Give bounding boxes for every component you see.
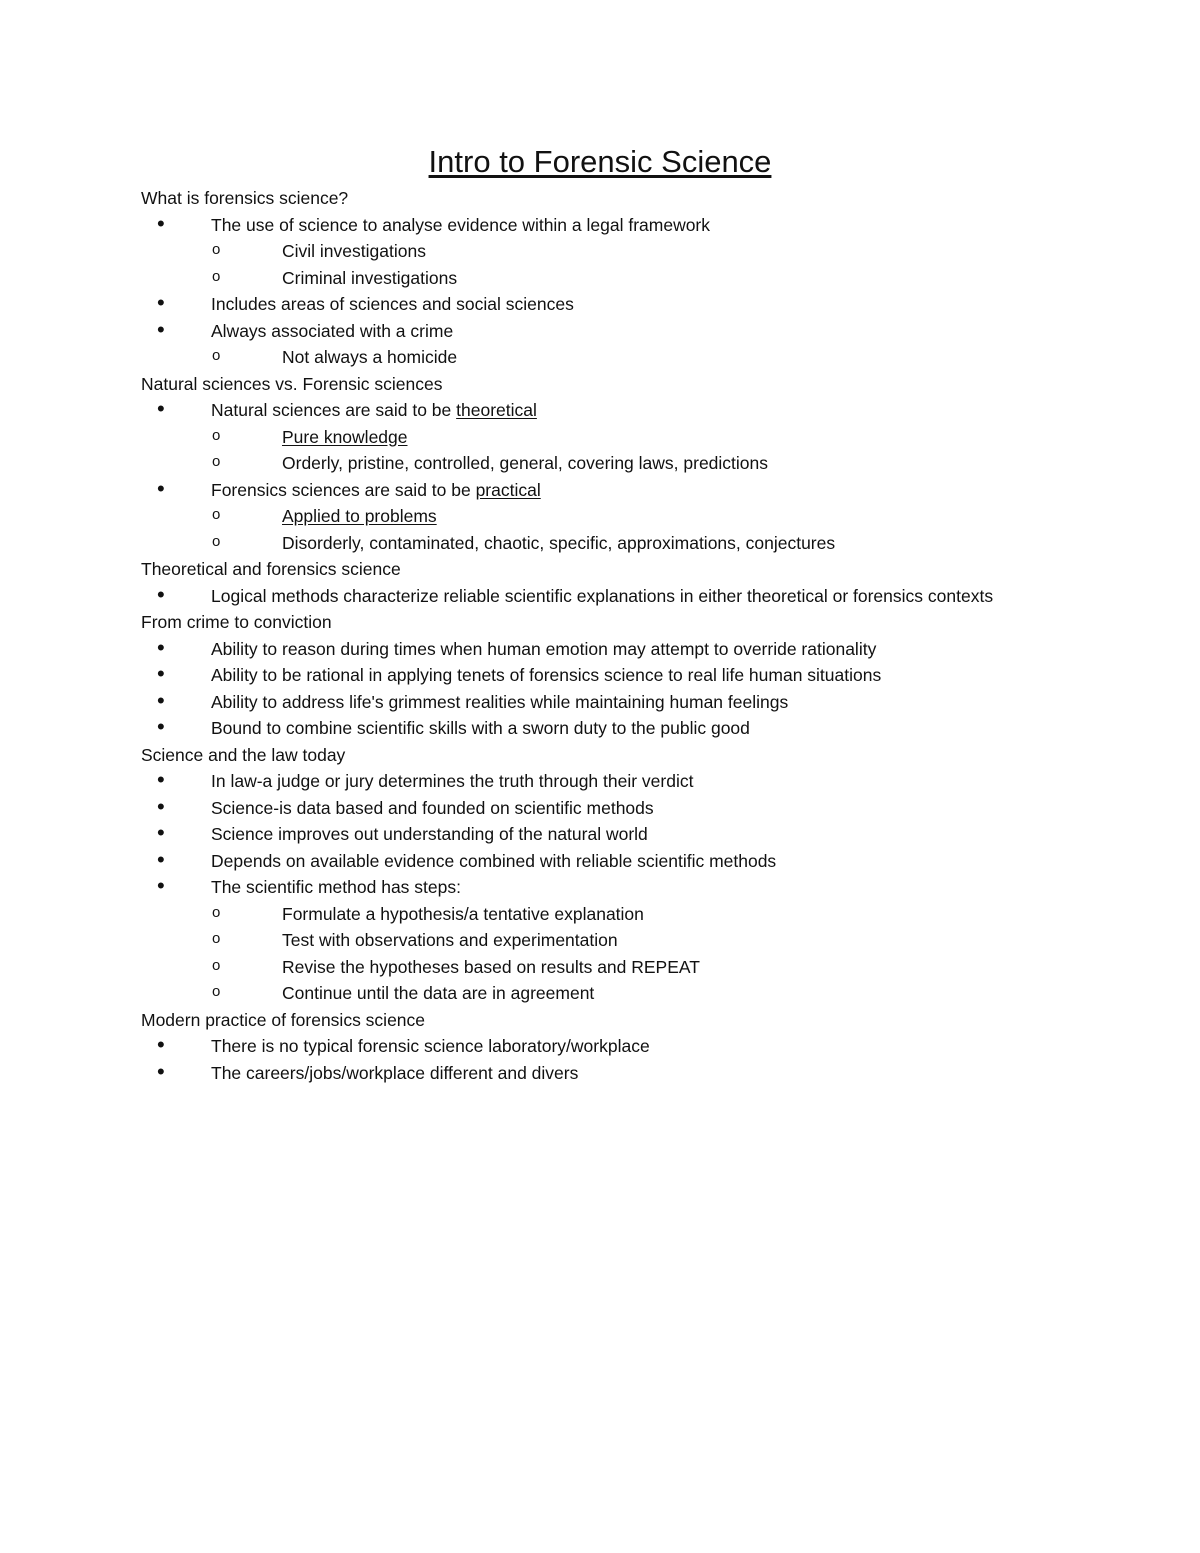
sub-bullet-item	[141, 450, 1041, 477]
bullet-icon: •	[157, 1058, 165, 1084]
bullet-item	[141, 583, 1041, 610]
bullet-icon: •	[157, 1032, 165, 1057]
item-text: Depends on available evidence combined with reliable scientific methods	[211, 850, 777, 871]
bullet-item	[141, 1033, 1041, 1060]
bullet-item	[141, 715, 1041, 742]
bullet-item	[141, 636, 1041, 663]
item-text: Science-is data based and founded on scientific methods	[211, 797, 654, 818]
bullet-item	[141, 318, 1041, 345]
section-heading: What is forensics science?	[141, 188, 349, 208]
hollow-bullet-icon: o	[212, 267, 221, 285]
sub-bullet-item	[141, 980, 1041, 1007]
item-text: There is no typical forensic science laboratory/workplace	[211, 1036, 650, 1056]
item-text: The use of science to analyse evidence within a legal framework	[211, 214, 711, 235]
hollow-bullet-icon: o	[212, 903, 221, 921]
bullet-item	[141, 397, 1041, 424]
item-text: Not always a homicide	[282, 347, 458, 367]
bullet-icon: •	[157, 714, 165, 739]
hollow-bullet-icon: o	[212, 347, 221, 364]
underlined-text: Pure knowledge	[282, 426, 408, 447]
item-text: Civil investigations	[282, 241, 426, 261]
item-text: Ability to address life's grimmest realities while maintaining human feelings	[211, 691, 789, 712]
bullet-icon: •	[157, 210, 165, 236]
bullet-icon: •	[157, 316, 165, 342]
bullet-item	[141, 821, 1041, 848]
hollow-bullet-icon: o	[212, 983, 221, 1000]
underlined-text: practical	[475, 479, 541, 500]
item-text: Science improves out understanding of the natural world	[211, 824, 648, 844]
hollow-bullet-icon: o	[212, 506, 221, 523]
sub-bullet-item	[141, 344, 1041, 371]
item-text: Logical methods characterize reliable scientific explanations in either theoretical or forensics contexts	[211, 585, 994, 606]
hollow-bullet-icon: o	[212, 956, 221, 974]
item-text: Ability to be rational in applying tenets of forensics science to real life human situations	[211, 665, 882, 685]
sub-bullet-item	[141, 424, 1041, 451]
document-body	[141, 185, 1041, 1086]
item-text: Criminal investigations	[282, 267, 458, 288]
item-text: Test with observations and experimentation	[282, 930, 618, 950]
bullet-item	[141, 689, 1041, 716]
hollow-bullet-icon: o	[212, 532, 221, 550]
underlined-text: theoretical	[456, 400, 537, 420]
hollow-bullet-icon: o	[212, 453, 221, 470]
bullet-icon: •	[157, 873, 165, 898]
bullet-item	[141, 874, 1041, 901]
sub-bullet-item	[141, 265, 1041, 292]
hollow-bullet-icon: o	[212, 241, 221, 258]
sub-bullet-item	[141, 901, 1041, 928]
bullet-icon: •	[157, 767, 165, 792]
bullet-item	[141, 291, 1041, 318]
item-text: The careers/jobs/workplace different and divers	[211, 1062, 579, 1083]
sub-bullet-item	[141, 238, 1041, 265]
item-text: Ability to reason during times when human emotion may attempt to override rationality	[211, 638, 877, 659]
section-heading: From crime to conviction	[141, 612, 332, 632]
item-text: Includes areas of sciences and social sciences	[211, 294, 574, 314]
page-title: Intro to Forensic Science	[428, 144, 772, 179]
bullet-icon: •	[157, 290, 165, 315]
section-heading: Natural sciences vs. Forensic sciences	[141, 373, 443, 394]
bullet-item	[141, 662, 1041, 689]
item-text: Orderly, pristine, controlled, general, covering laws, predictions	[282, 453, 769, 473]
bullet-icon: •	[157, 396, 165, 421]
item-text: In law-a judge or jury determines the truth through their verdict	[211, 771, 694, 791]
bullet-icon: •	[157, 687, 165, 713]
bullet-item	[141, 477, 1041, 504]
item-text: Disorderly, contaminated, chaotic, specific, approximations, conjectures	[282, 532, 836, 553]
bullet-icon: •	[157, 475, 165, 501]
bullet-item	[141, 848, 1041, 875]
item-text: Natural sciences are said to be	[211, 400, 457, 420]
sub-bullet-item	[141, 927, 1041, 954]
section-heading: Modern practice of forensics science	[141, 1009, 426, 1030]
bullet-icon: •	[157, 820, 165, 845]
sub-bullet-item	[141, 954, 1041, 981]
item-text: Formulate a hypothesis/a tentative explanation	[282, 903, 644, 924]
bullet-icon: •	[157, 634, 165, 660]
hollow-bullet-icon: o	[212, 426, 221, 444]
item-text: The scientific method has steps:	[211, 877, 461, 897]
bullet-icon: •	[157, 661, 165, 686]
item-text: Bound to combine scientific skills with a sworn duty to the public good	[211, 718, 750, 738]
bullet-icon: •	[157, 793, 165, 819]
section-heading: Theoretical and forensics science	[141, 559, 401, 579]
bullet-item	[141, 795, 1041, 822]
underlined-text: Applied to problems	[282, 506, 437, 526]
item-text: Revise the hypotheses based on results and REPEAT	[282, 956, 700, 977]
bullet-item	[141, 1060, 1041, 1087]
item-text: Always associated with a crime	[211, 320, 454, 341]
item-text: Continue until the data are in agreement	[282, 983, 595, 1003]
item-text: Forensics sciences are said to be	[211, 479, 476, 500]
bullet-item	[141, 768, 1041, 795]
bullet-icon: •	[157, 846, 165, 872]
section-heading: Science and the law today	[141, 744, 346, 765]
sub-bullet-item	[141, 530, 1041, 557]
bullet-item	[141, 212, 1041, 239]
hollow-bullet-icon: o	[212, 930, 221, 947]
bullet-icon: •	[157, 581, 165, 607]
sub-bullet-item	[141, 503, 1041, 530]
